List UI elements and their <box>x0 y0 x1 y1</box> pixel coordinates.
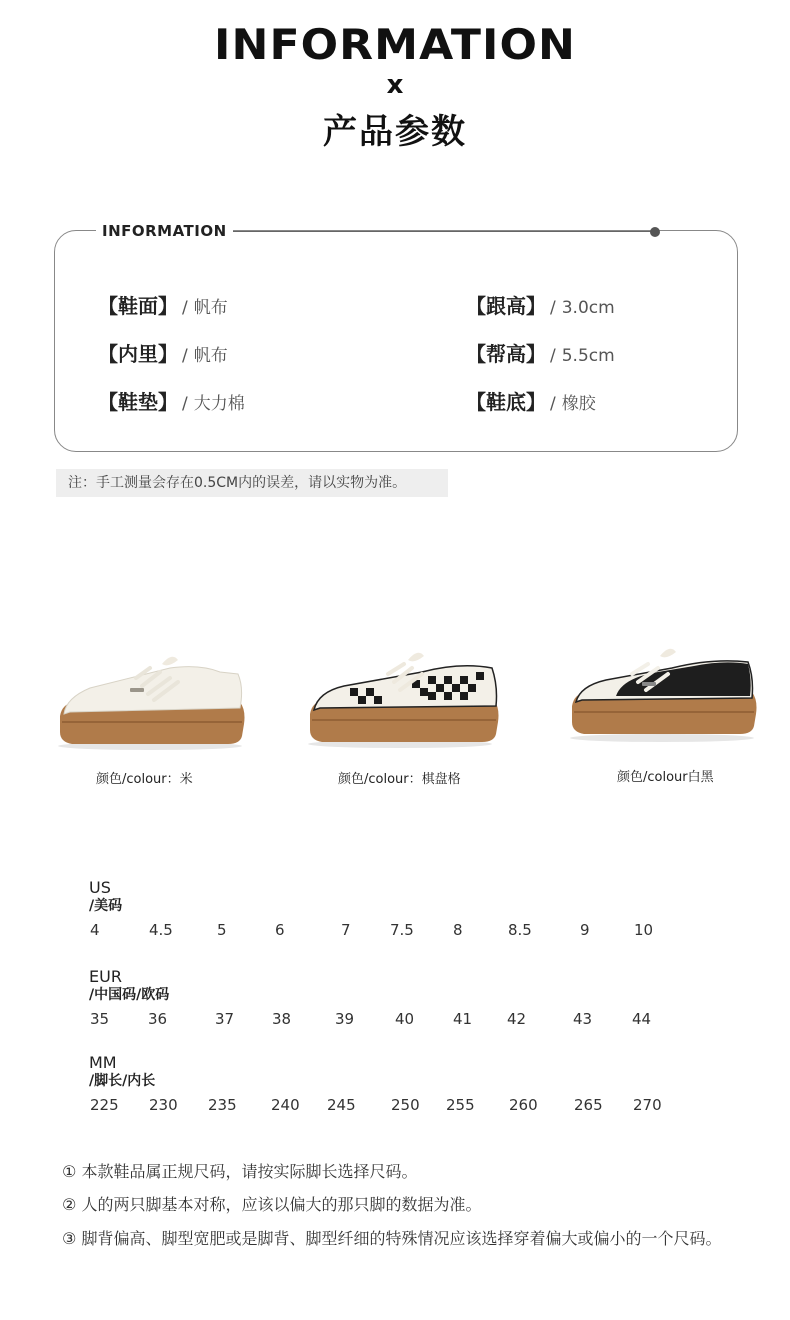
size-cell: 40 <box>395 1010 415 1028</box>
param-key: 【鞋垫】 <box>98 390 178 414</box>
param-value: 大力棉 <box>193 394 245 414</box>
param-key: 【鞋底】 <box>466 390 546 414</box>
tip-text: 脚背偏高、脚型宽肥或是脚背、脚型纤细的特殊情况应该选择穿着偏大或偏小的一个尺码。 <box>81 1229 722 1248</box>
size-eur-row <box>0 1010 790 1030</box>
param-key: 【内里】 <box>98 342 178 366</box>
tip-item <box>62 1159 752 1184</box>
size-cell: 4 <box>90 921 100 939</box>
size-mm-subtitle: /脚长/内长 <box>89 1073 156 1089</box>
size-cell: 5 <box>217 921 227 939</box>
size-cell: 260 <box>509 1096 538 1114</box>
param-heel-height: 【跟高】 / 3.0cm <box>466 294 615 318</box>
color-caption-checkerboard: 颜色/colour：棋盘格 <box>338 772 461 787</box>
size-cell: 250 <box>391 1096 420 1114</box>
size-cell: 39 <box>335 1010 355 1028</box>
size-mm-title: MM <box>89 1053 117 1072</box>
size-cell: 10 <box>634 921 654 939</box>
tip-marker: ② <box>62 1195 77 1214</box>
size-cell: 6 <box>275 921 285 939</box>
param-upper: 【鞋面】 / 帆布 <box>98 294 228 318</box>
title-separator: x <box>386 70 404 100</box>
size-cell: 270 <box>633 1096 662 1114</box>
size-cell: 245 <box>327 1096 356 1114</box>
color-caption-beige: 颜色/colour：米 <box>96 772 193 787</box>
param-value: 帆布 <box>193 298 228 318</box>
size-cell: 8 <box>453 921 463 939</box>
size-cell: 44 <box>632 1010 652 1028</box>
size-cell: 35 <box>90 1010 110 1028</box>
info-box-label: INFORMATION <box>96 222 233 240</box>
size-cell: 235 <box>208 1096 237 1114</box>
size-mm-row <box>0 1096 790 1116</box>
size-us-subtitle: /美码 <box>89 898 123 914</box>
param-lining: 【内里】 / 帆布 <box>98 342 228 366</box>
color-caption-white-black: 颜色/colour白黑 <box>617 770 714 785</box>
tip-text: 本款鞋品属正规尺码，请按实际脚长选择尺码。 <box>81 1162 418 1181</box>
size-cell: 38 <box>272 1010 292 1028</box>
size-cell: 9 <box>580 921 590 939</box>
info-box-rule <box>230 231 655 232</box>
size-eur-title: EUR <box>89 967 122 986</box>
param-outsole: 【鞋底】 / 橡胶 <box>466 390 596 414</box>
size-cell: 225 <box>90 1096 119 1114</box>
size-cell: 240 <box>271 1096 300 1114</box>
size-us-title: US <box>89 878 111 897</box>
tip-marker: ③ <box>62 1229 77 1248</box>
param-insole: 【鞋垫】 / 大力棉 <box>98 390 245 414</box>
shoe-white-black-image <box>562 634 762 754</box>
size-us-row <box>0 921 790 941</box>
size-cell: 43 <box>573 1010 593 1028</box>
size-cell: 36 <box>148 1010 168 1028</box>
shoe-beige-image <box>50 638 250 758</box>
param-shaft-height: 【帮高】 / 5.5cm <box>466 342 615 366</box>
shoe-checkerboard-image <box>300 636 500 756</box>
param-key: 【鞋面】 <box>98 294 178 318</box>
size-cell: 255 <box>446 1096 475 1114</box>
tip-text: 人的两只脚基本对称，应该以偏大的那只脚的数据为准。 <box>81 1195 482 1214</box>
param-value: 帆布 <box>193 346 228 366</box>
info-box-dot <box>650 227 660 237</box>
param-value: 橡胶 <box>561 394 596 414</box>
param-key: 【帮高】 <box>466 342 546 366</box>
page-title-en: INFORMATION <box>214 20 576 69</box>
size-cell: 41 <box>453 1010 473 1028</box>
size-cell: 230 <box>149 1096 178 1114</box>
measurement-note: 注：手工测量会存在0.5CM内的误差，请以实物为准。 <box>56 469 448 497</box>
size-cell: 7 <box>341 921 351 939</box>
size-cell: 42 <box>507 1010 527 1028</box>
param-value: 5.5cm <box>561 346 615 366</box>
tip-marker: ① <box>62 1162 77 1181</box>
param-key: 【跟高】 <box>466 294 546 318</box>
tip-item <box>62 1226 756 1251</box>
size-cell: 265 <box>574 1096 603 1114</box>
param-value: 3.0cm <box>561 298 615 318</box>
size-cell: 8.5 <box>508 921 532 939</box>
page-title-cn: 产品参数 <box>323 112 467 152</box>
tip-item <box>62 1192 752 1217</box>
size-cell: 4.5 <box>149 921 173 939</box>
size-cell: 37 <box>215 1010 235 1028</box>
size-eur-subtitle: /中国码/欧码 <box>89 987 170 1003</box>
size-cell: 7.5 <box>390 921 414 939</box>
